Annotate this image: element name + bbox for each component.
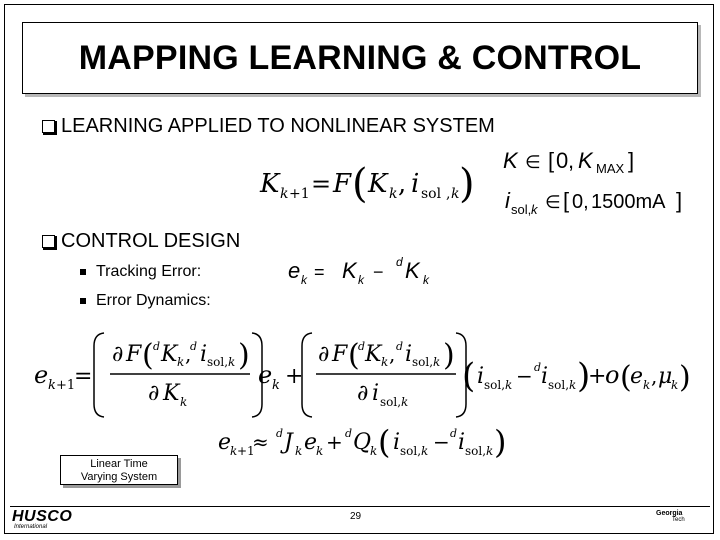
svg-text:sol,: sol,: [400, 444, 422, 458]
svg-text:K: K: [161, 342, 178, 367]
equation-ltv-form: [218, 423, 506, 461]
svg-text:]: ]: [628, 148, 635, 173]
svg-text:(: (: [378, 423, 391, 461]
husco-logo: HUSCO: [12, 508, 73, 525]
svg-text:sol,: sol,: [380, 395, 402, 409]
husco-logo-subtitle: International: [14, 524, 48, 530]
svg-text:∂: ∂: [148, 381, 160, 406]
equation-tracking-error: [288, 255, 430, 287]
svg-text:≈: ≈: [252, 430, 269, 454]
ltv-label-line1: Linear Time: [90, 458, 148, 470]
svg-text:(: (: [352, 161, 368, 207]
svg-text:(: (: [348, 338, 360, 373]
svg-text:i: i: [505, 188, 510, 213]
svg-text:K: K: [260, 169, 280, 199]
svg-text:+1: +1: [237, 444, 255, 458]
svg-text:∈: ∈: [545, 192, 561, 212]
equation-i-constraint: [505, 188, 682, 217]
svg-text:,: ,: [651, 364, 658, 388]
svg-text:(: (: [142, 338, 154, 373]
svg-text:d: d: [396, 255, 403, 269]
svg-text:e: e: [630, 364, 644, 389]
svg-text:0: 0: [556, 148, 569, 173]
svg-text:μ: μ: [658, 364, 673, 389]
svg-text:K: K: [368, 169, 388, 199]
svg-text:+: +: [285, 364, 304, 389]
svg-text:]: ]: [676, 188, 683, 213]
svg-text:k: k: [451, 186, 460, 202]
georgia-tech-logo-subtitle: Tech: [672, 517, 685, 523]
svg-text:J: J: [284, 430, 293, 455]
svg-text:k: k: [671, 378, 679, 392]
svg-text:K: K: [405, 258, 420, 283]
svg-text:(: (: [620, 360, 632, 395]
svg-text:k: k: [433, 355, 441, 369]
svg-text:k: k: [381, 355, 389, 369]
svg-text:K: K: [578, 148, 593, 173]
svg-text:,: ,: [446, 186, 451, 202]
svg-text:i: i: [411, 169, 420, 199]
svg-text:k: k: [370, 444, 378, 458]
svg-text:+: +: [326, 430, 343, 454]
equation-k-constraint: [503, 148, 634, 176]
svg-text:sol,: sol,: [484, 378, 506, 392]
svg-text:): ): [459, 161, 475, 207]
svg-text:e: e: [218, 430, 232, 455]
svg-text:k: k: [230, 444, 238, 458]
svg-text:k: k: [423, 273, 429, 287]
svg-text:k: k: [505, 378, 513, 392]
svg-text:sol,: sol,: [412, 355, 434, 369]
svg-text:e: e: [304, 430, 318, 455]
svg-text:i: i: [200, 342, 208, 367]
bullet-learning-text: LEARNING APPLIED TO NONLINEAR SYSTEM: [61, 115, 495, 137]
svg-text:): ): [238, 338, 250, 373]
svg-text:i: i: [393, 430, 401, 455]
svg-text:d: d: [190, 340, 198, 353]
svg-text:i: i: [405, 342, 413, 367]
svg-text:d: d: [358, 340, 366, 353]
equation-error-dynamics: [34, 333, 691, 417]
svg-text:k: k: [177, 355, 185, 369]
svg-text:): ): [679, 360, 691, 395]
svg-text:0,: 0,: [572, 191, 589, 213]
svg-text:K: K: [342, 258, 357, 283]
svg-text:k: k: [569, 378, 577, 392]
ltv-label-line2: Varying System: [80, 471, 158, 483]
svg-text:Q: Q: [353, 430, 372, 455]
svg-text:,: ,: [185, 342, 192, 366]
svg-text:i: i: [541, 364, 549, 389]
svg-text:−: −: [433, 430, 450, 454]
svg-text:i: i: [458, 430, 466, 455]
svg-text:sol: sol: [421, 186, 442, 202]
svg-text:k: k: [316, 444, 324, 458]
svg-text:,: ,: [568, 148, 575, 173]
svg-text:K: K: [503, 148, 518, 173]
svg-text:∂: ∂: [112, 342, 124, 367]
svg-text:k: k: [228, 355, 236, 369]
svg-text:−: −: [373, 262, 384, 282]
bullet-control-text: CONTROL DESIGN: [61, 230, 241, 252]
slide-title: MAPPING LEARNING & CONTROL: [78, 38, 642, 77]
svg-text:): ): [494, 423, 507, 461]
ltv-label-box: [60, 455, 178, 485]
svg-text:k: k: [272, 378, 280, 393]
svg-text:sol,: sol,: [548, 378, 570, 392]
svg-text:): ): [577, 356, 591, 396]
svg-text:k: k: [301, 273, 307, 287]
svg-text:sol,: sol,: [511, 202, 532, 217]
svg-text:F: F: [332, 342, 348, 367]
svg-text:MAX: MAX: [596, 161, 625, 176]
svg-text:+1: +1: [289, 186, 310, 202]
svg-text:+1: +1: [56, 378, 76, 393]
svg-text:k: k: [401, 395, 409, 409]
svg-text:sol,: sol,: [465, 444, 487, 458]
svg-text:∈: ∈: [525, 152, 541, 172]
svg-text:d: d: [276, 427, 284, 440]
svg-text:e: e: [288, 258, 301, 283]
svg-text:k: k: [486, 444, 494, 458]
svg-text:d: d: [345, 427, 353, 440]
svg-text:i: i: [372, 381, 380, 406]
svg-text:−: −: [516, 364, 533, 388]
svg-text:k: k: [180, 395, 188, 409]
svg-text:o: o: [605, 361, 620, 389]
svg-text:+: +: [588, 364, 607, 389]
svg-text:i: i: [477, 364, 485, 389]
svg-text:(: (: [462, 356, 476, 396]
svg-text:k: k: [48, 378, 56, 393]
svg-text:e: e: [258, 361, 273, 389]
svg-text:=: =: [311, 170, 332, 198]
svg-text:k: k: [643, 378, 651, 392]
svg-text:1500mA: 1500mA: [591, 191, 666, 213]
svg-text:e: e: [34, 361, 49, 389]
svg-text:): ): [443, 338, 455, 373]
svg-text:k: k: [280, 186, 289, 202]
svg-text:d: d: [396, 340, 404, 353]
svg-text:F: F: [126, 342, 142, 367]
equation-learning-law: [259, 161, 475, 207]
svg-text:sol,: sol,: [207, 355, 229, 369]
svg-text:k: k: [358, 273, 364, 287]
svg-text:d: d: [450, 427, 458, 440]
svg-text:d: d: [534, 361, 542, 374]
svg-text:K: K: [365, 342, 382, 367]
svg-text:,: ,: [398, 169, 407, 199]
svg-text:k: k: [389, 186, 398, 202]
georgia-tech-logo: Georgia: [656, 510, 683, 517]
svg-text:d: d: [153, 340, 161, 353]
page-number: 29: [350, 511, 362, 522]
svg-text:∂: ∂: [357, 381, 369, 406]
svg-text:K: K: [163, 381, 180, 406]
svg-text:∂: ∂: [318, 342, 330, 367]
svg-text:=: =: [74, 364, 93, 389]
sub-item-dynamics-text: Error Dynamics:: [96, 292, 211, 309]
svg-text:[: [: [548, 148, 555, 173]
svg-text:,: ,: [389, 342, 396, 366]
svg-text:F: F: [333, 169, 352, 199]
svg-text:k: k: [531, 202, 538, 217]
svg-text:=: =: [314, 262, 325, 282]
svg-text:k: k: [421, 444, 429, 458]
footer-divider: [10, 506, 710, 507]
sub-item-tracking-text: Tracking Error:: [96, 263, 202, 280]
svg-text:k: k: [295, 444, 303, 458]
svg-text:[: [: [563, 188, 570, 213]
